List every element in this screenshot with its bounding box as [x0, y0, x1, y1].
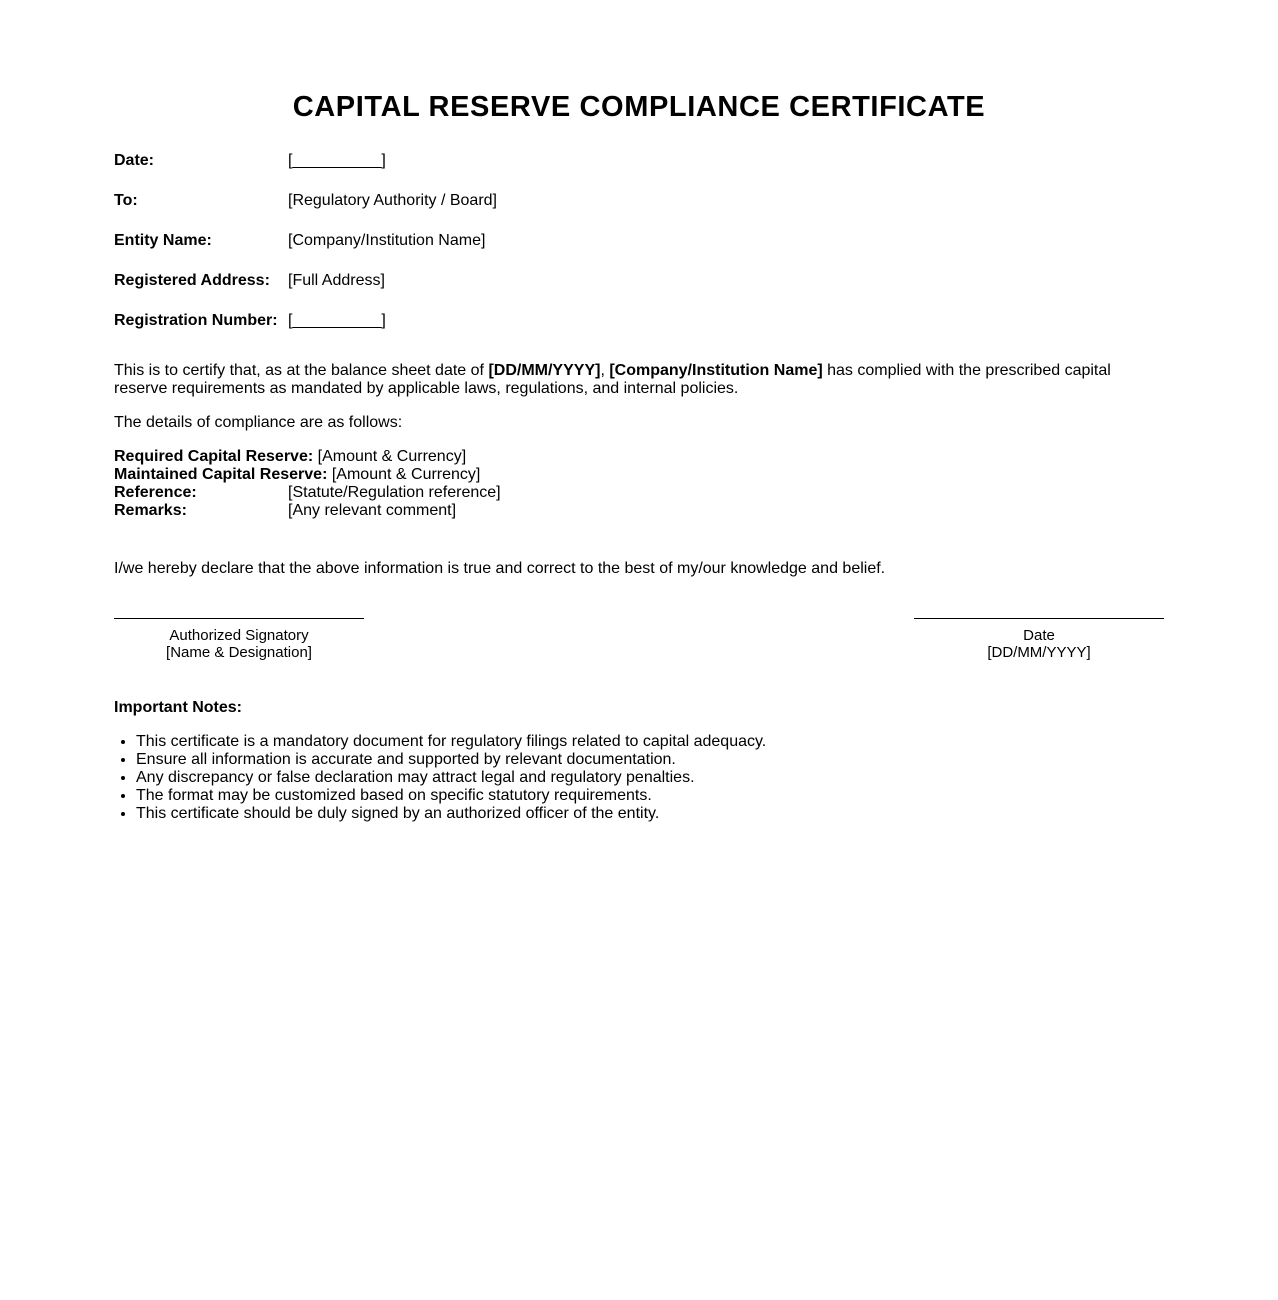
remarks-row — [114, 502, 456, 520]
registration-number-label: Registration Number: — [114, 312, 278, 329]
to-label: To: — [114, 192, 138, 209]
date-signature-line — [914, 618, 1164, 619]
required-reserve-value: [Amount & Currency] — [317, 448, 467, 465]
registered-address-field-row — [114, 271, 385, 291]
maintained-reserve-row — [114, 466, 480, 484]
required-reserve-row — [114, 448, 466, 466]
sign-date-title: Date — [1023, 627, 1055, 644]
maintained-reserve-value: [Amount & Currency] — [331, 466, 481, 483]
important-notes-heading: Important Notes: — [114, 699, 242, 716]
to-field-row — [114, 191, 497, 211]
signatory-subtitle: [Name & Designation] — [166, 644, 312, 661]
required-reserve-label: Required Capital Reserve: — [114, 448, 314, 465]
note-item: • Any discrepancy or false declaration may attract legal and regulatory penalties. — [136, 769, 766, 787]
certification-separator: , — [600, 362, 610, 379]
date-value: [__________] — [288, 152, 386, 169]
authorized-signatory-block — [114, 618, 364, 661]
entity-name-value: [Company/Institution Name] — [288, 232, 486, 249]
registration-number-value: [__________] — [288, 312, 386, 329]
note-item: • This certificate should be duly signed by an authorized officer of the entity. — [136, 805, 766, 823]
entity-name-field-row — [114, 231, 485, 251]
reference-row — [114, 484, 501, 502]
note-item: • The format may be customized based on specific statutory requirements. — [136, 787, 766, 805]
date-label: Date: — [114, 152, 155, 169]
registered-address-value: [Full Address] — [288, 272, 385, 289]
entity-name-label: Entity Name: — [114, 232, 212, 249]
certification-paragraph — [114, 362, 1164, 398]
reference-label: Reference: — [114, 484, 197, 501]
signatory-title: Authorized Signatory — [169, 627, 309, 644]
balance-sheet-date-placeholder: [DD/MM/YYYY] — [488, 362, 601, 379]
note-item: • This certificate is a mandatory document for regulatory filings related to capital adequacy. — [136, 733, 766, 751]
maintained-reserve-label: Maintained Capital Reserve: — [114, 466, 328, 483]
important-notes-list — [114, 733, 766, 823]
registered-address-label: Registered Address: — [114, 272, 270, 289]
remarks-label: Remarks: — [114, 502, 187, 519]
signature-date-block — [914, 618, 1164, 661]
note-item: • Ensure all information is accurate and supported by relevant documentation. — [136, 751, 766, 769]
details-intro: The details of compliance are as follows: — [114, 414, 403, 431]
sign-date-subtitle: [DD/MM/YYYY] — [987, 644, 1091, 661]
entity-placeholder: [Company/Institution Name] — [609, 362, 823, 379]
certification-text-1: This is to certify that, as at the balance sheet date of — [114, 362, 489, 379]
to-value: [Regulatory Authority / Board] — [288, 192, 497, 209]
signature-line — [114, 618, 364, 619]
remarks-value: [Any relevant comment] — [288, 502, 457, 519]
registration-number-field-row — [114, 311, 386, 331]
declaration-statement: I/we hereby declare that the above information is true and correct to the best of my/our knowledge and belief. — [114, 560, 886, 577]
date-field-row — [114, 151, 386, 171]
certification-text-2: has complied with the prescribed capital reserve requirements as mandated by applicable laws, regulations, and internal policies. — [114, 362, 1111, 397]
document-title: CAPITAL RESERVE COMPLIANCE CERTIFICATE — [292, 91, 986, 123]
reference-value: [Statute/Regulation reference] — [288, 484, 501, 501]
